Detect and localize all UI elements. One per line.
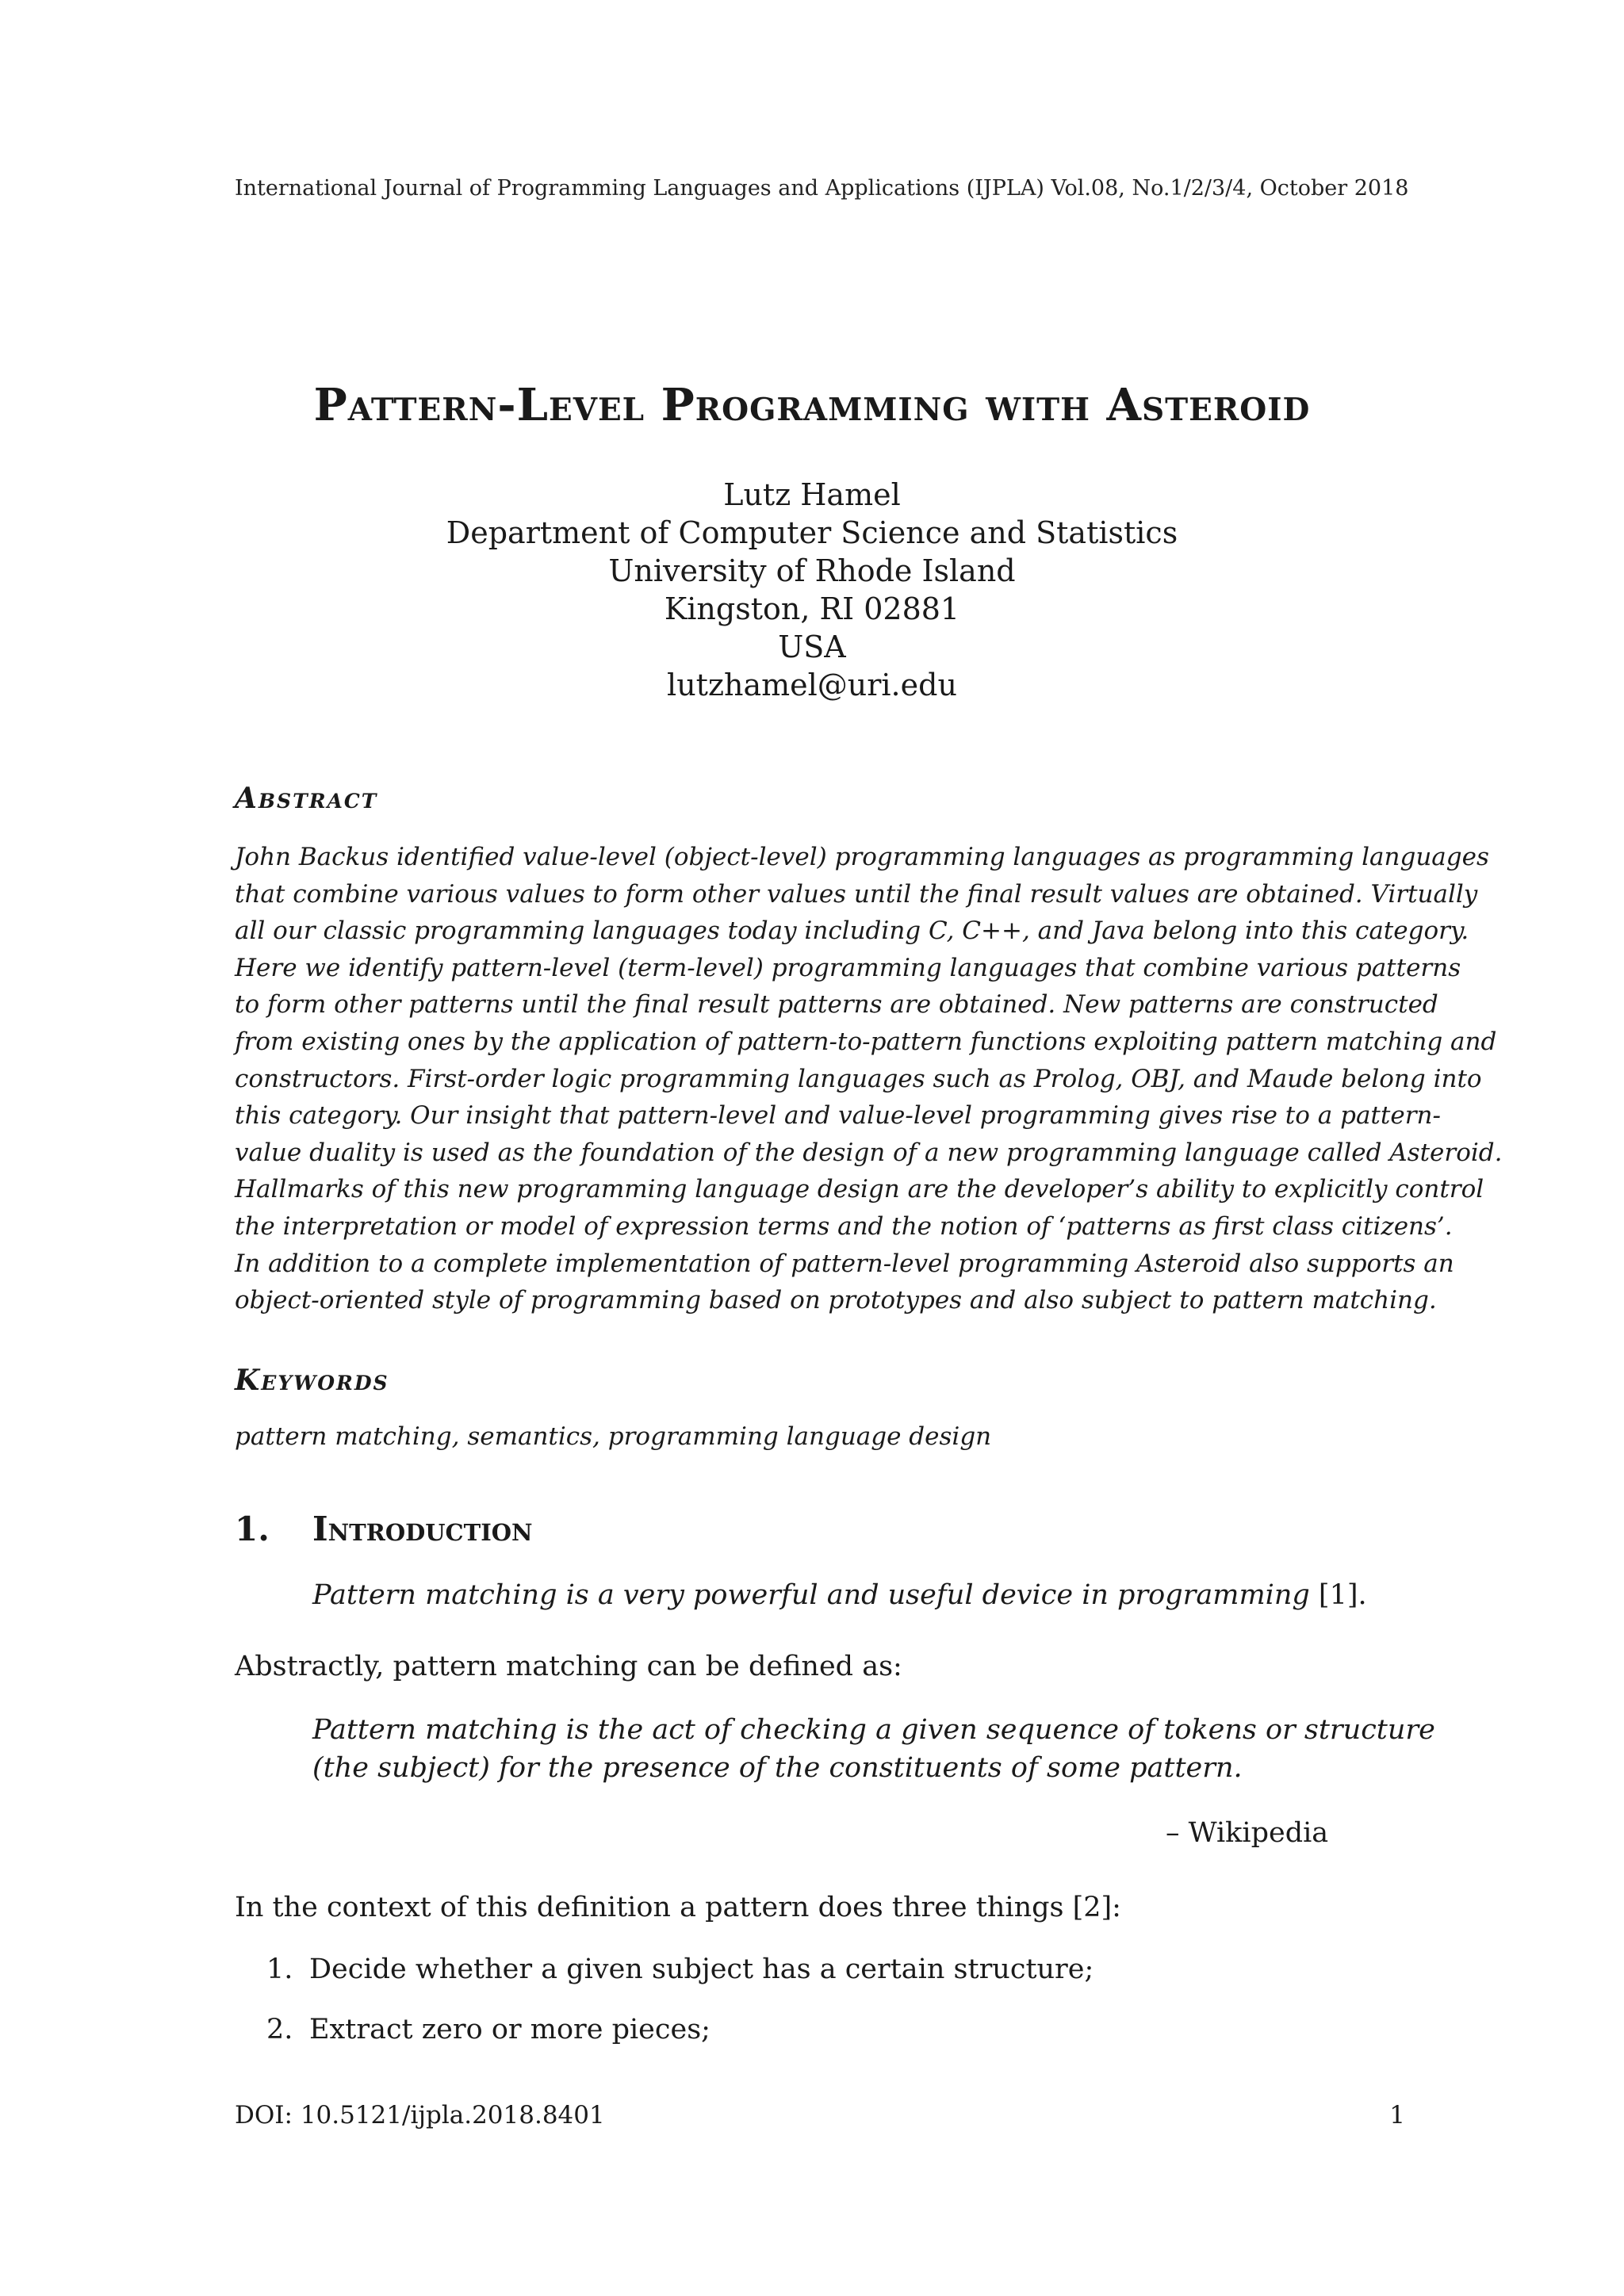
abstract-line: from existing ones by the application of pattern-to-pattern functions exploiting pattern matching and xyxy=(235,1027,1497,1056)
numbered-list xyxy=(266,1954,1094,2074)
epigraph-quote xyxy=(312,1579,1367,1611)
abstract-line: to form other patterns until the final result patterns are obtained. New patterns are constructed xyxy=(235,990,1438,1020)
author-block xyxy=(0,476,1624,704)
abstract-line: the interpretation or model of expression terms and the notion of ‘patterns as first class citizens’. xyxy=(235,1211,1453,1241)
list-item xyxy=(266,2014,1094,2074)
quote-line: (the subject) for the presence of the constituents of some pattern. xyxy=(312,1752,1243,1784)
body-paragraph: In the context of this definition a pattern does three things [2]: xyxy=(235,1892,1121,1923)
abstract-body xyxy=(235,839,1503,1319)
section-heading-introduction xyxy=(235,1510,533,1548)
author-email: lutzhamel@uri.edu xyxy=(667,668,957,702)
keywords-text: pattern matching, semantics, programming language design xyxy=(235,1422,992,1451)
author-city: Kingston, RI 02881 xyxy=(664,591,960,626)
abstract-line: value duality is used as the foundation of the design of a new programming language called Asteroid. xyxy=(235,1138,1503,1167)
author-country: USA xyxy=(778,629,846,664)
footer-doi: DOI: 10.5121/ijpla.2018.8401 xyxy=(235,2101,605,2130)
list-item-number: 1. xyxy=(266,1954,293,1985)
abstract-line: object-oriented style of programming based on prototypes and also subject to pattern matching. xyxy=(235,1286,1437,1315)
abstract-line: Here we identify pattern-level (term-level) programming languages that combine various patterns xyxy=(235,953,1461,982)
abstract-heading: Abstract xyxy=(235,782,378,815)
keywords-heading: Keywords xyxy=(235,1364,389,1397)
abstract-line: John Backus identified value-level (object-level) programming languages as programming languages xyxy=(235,843,1489,871)
author-university: University of Rhode Island xyxy=(608,553,1016,588)
list-item-text: Extract zero or more pieces; xyxy=(309,2014,710,2045)
running-header: International Journal of Programming Languages and Applications (IJPLA) Vol.08, No.1/2/3/4, October 2018 xyxy=(235,176,1409,201)
author-name: Lutz Hamel xyxy=(723,477,901,512)
abstract-line: that combine various values to form other values until the final result values are obtained. Virtually xyxy=(235,879,1478,909)
paper-title: Pattern-Level Programming with Asteroid xyxy=(313,379,1311,431)
author-department: Department of Computer Science and Statistics xyxy=(446,515,1178,550)
abstract-line: In addition to a complete implementation of pattern-level programming Asteroid also supports an xyxy=(235,1249,1454,1278)
abstract-line: constructors. First-order logic programming languages such as Prolog, OBJ, and Maude belong into xyxy=(235,1064,1482,1093)
definition-quote xyxy=(312,1711,1435,1787)
citation-link[interactable]: [1]. xyxy=(1318,1579,1367,1611)
abstract-line: this category. Our insight that pattern-level and value-level programming gives rise to a pattern- xyxy=(235,1101,1441,1131)
quote-attribution: – Wikipedia xyxy=(1166,1817,1329,1849)
abstract-line: all our classic programming languages today including C, C++, and Java belong into this category. xyxy=(235,916,1469,946)
section-title: Introduction xyxy=(312,1510,533,1548)
list-item-text: Decide whether a given subject has a certain structure; xyxy=(309,1954,1094,1985)
list-item xyxy=(266,1954,1094,2014)
abstract-line: Hallmarks of this new programming language design are the developer’s ability to explicitly control xyxy=(235,1175,1484,1204)
page-number: 1 xyxy=(1389,2101,1405,2130)
section-number: 1. xyxy=(235,1510,270,1548)
list-item-number: 2. xyxy=(266,2014,293,2045)
quote-line: Pattern matching is the act of checking a given sequence of tokens or structure xyxy=(312,1714,1435,1746)
body-paragraph: Abstractly, pattern matching can be defined as: xyxy=(235,1651,902,1682)
epigraph-text: Pattern matching is a very powerful and useful device in programming xyxy=(312,1579,1310,1611)
